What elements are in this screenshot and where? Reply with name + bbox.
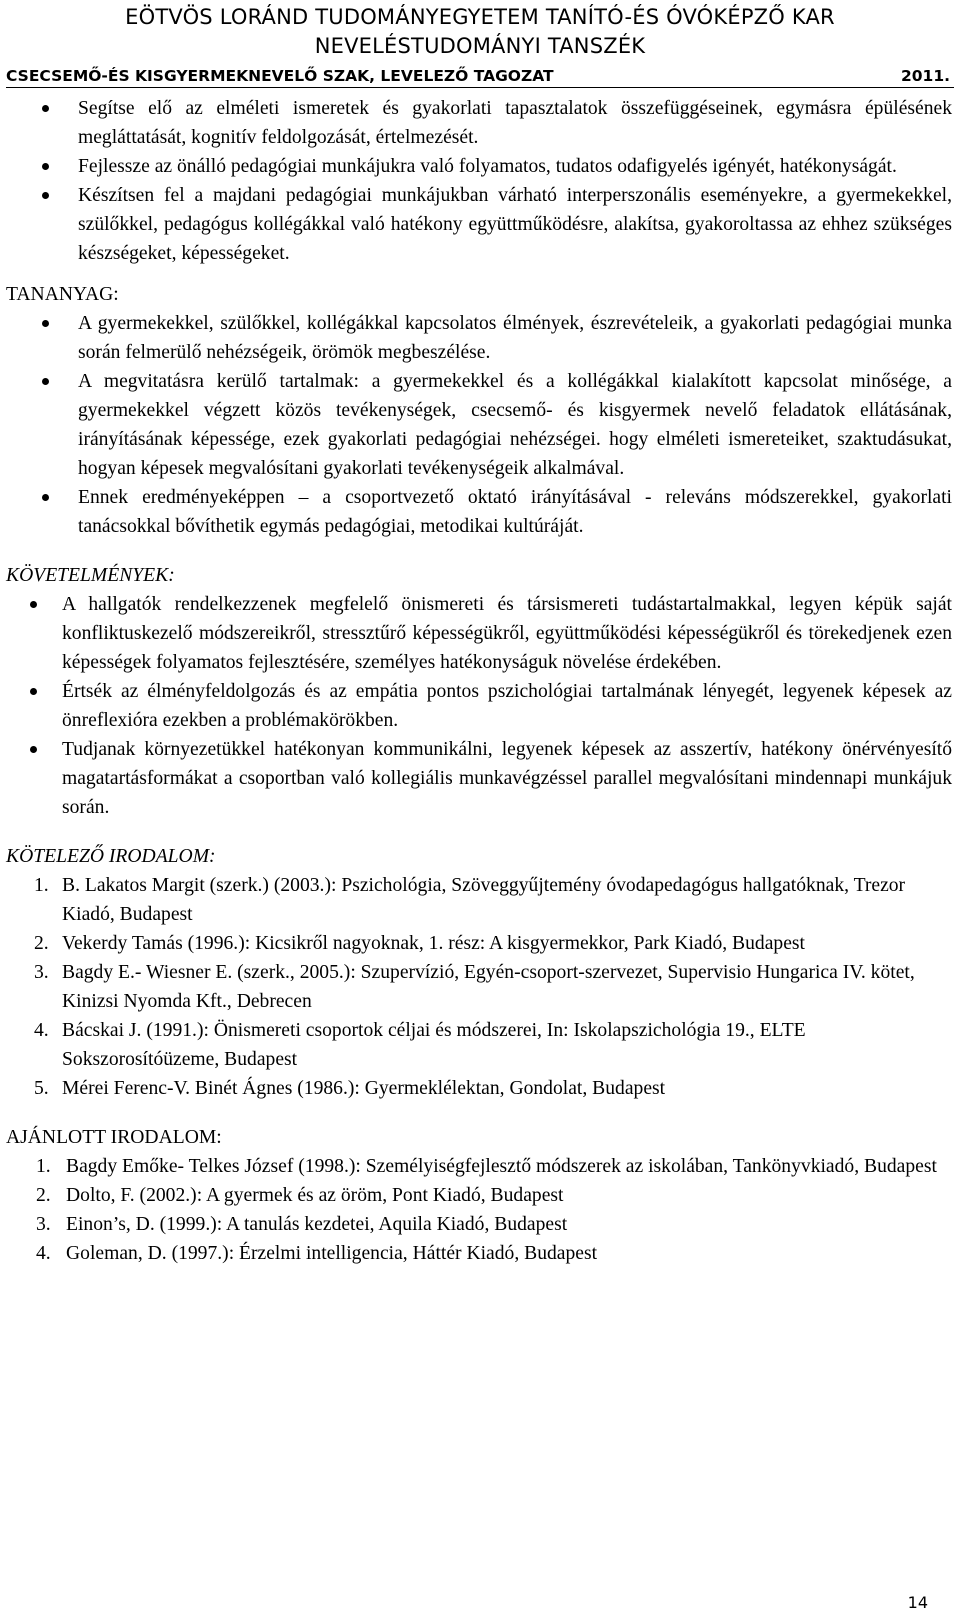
bullet-icon xyxy=(42,105,49,112)
section-title-kovetelmenyek: KÖVETELMÉNYEK: xyxy=(6,565,175,586)
section-title-kotelezo: KÖTELEZŐ IRODALOM: xyxy=(6,846,216,867)
document-body xyxy=(6,94,954,1268)
goals-list xyxy=(6,94,954,268)
header-department: NEVELÉSTUDOMÁNYI TANSZÉK xyxy=(314,34,646,58)
page-number: 14 xyxy=(907,1593,928,1612)
list-item: Fejlessze az önálló pedagógiai munkájukra való folyamatos, tudatos odafigyelés igényét, hatékonyságát. xyxy=(6,152,954,181)
header-year: 2011. xyxy=(900,67,950,85)
list-item: 4. Goleman, D. (1997.): Érzelmi intelligencia, Háttér Kiadó, Budapest xyxy=(36,1243,598,1264)
bullet-icon xyxy=(30,601,37,608)
list-item: 3. Einon’s, D. (1999.): A tanulás kezdetei, Aquila Kiadó, Budapest xyxy=(36,1214,568,1235)
list-item: Tudjanak környezetükkel hatékonyan kommunikálni, legyenek képesek az asszertív, hatékony önérvényesítő magatartásformákat a csoportban való kollegiális munkavégzéssel parallel megvalósítani mindennapi munkájuk során. xyxy=(6,735,954,822)
list-item: 1. B. Lakatos Margit (szerk.) (2003.): Pszichológia, Szöveggyűjtemény óvodapedagógus hallgatóknak, Trezor Kiadó, Budapest xyxy=(34,875,906,925)
list-item: Ennek eredményeképpen – a csoportvezető oktató irányításával - releváns módszerekkel, gyakorlati tanácsokkal bővíthetik egymás pedagógiai, metodikai kultúráját. xyxy=(6,483,954,541)
list-item: A hallgatók rendelkezzenek megfelelő önismereti és társismereti tudástartalmakkal, legyen képük saját konfliktuskezelő módszereikről, stressztűrő képességükről, együttműködési képességükről és törekedjenek ezen képességek folyamatos fejlesztésére, személyes hatékonyságuk növelése érdekében. xyxy=(6,590,954,677)
kovetelmenyek-list xyxy=(6,590,954,822)
ajanlott-section xyxy=(6,1123,954,1268)
list-item: Segítse elő az elméleti ismeretek és gyakorlati tapasztalatok összefüggéseinek, egymásra épülésének megláttatását, kognitív feldolgozását, értelmezését. xyxy=(6,94,954,152)
list-item: A megvitatásra kerülő tartalmak: a gyermekekkel és a kollégákkal kialakított kapcsolat minősége, a gyermekekkel végzett közös tevékenységek, csecsemő- és kisgyermek nevelő feladatok ellátásának, irányításának képessége, ezek gyakorlati pedagógiai nehézségei. hogy elméleti ismereteiket, szaktudásukat, hogyan képesek megvalósítani gyakorlati tevékenységeik alkalmával. xyxy=(6,367,954,483)
list-item: A gyermekekkel, szülőkkel, kollégákkal kapcsolatos élmények, észrevételeik, a gyakorlati pedagógiai munka során felmerülő nehézségeik, örömök megbeszélése. xyxy=(6,309,954,367)
bullet-icon xyxy=(42,192,49,199)
bullet-icon xyxy=(42,494,49,501)
list-item: 2. Dolto, F. (2002.): A gyermek és az öröm, Pont Kiadó, Budapest xyxy=(36,1185,564,1206)
header-program-line xyxy=(6,65,954,88)
list-item: Készítsen fel a majdani pedagógiai munkájukban várható interperszonális eseményekre, a gyermekekkel, szülőkkel, pedagógus kollégákkal való hatékony együttműködésre, alakítsa, gyakoroltassa az ehhez szükséges készségeket, képességeket. xyxy=(6,181,954,268)
list-item: Értsék az élményfeldolgozás és az empátia pontos pszichológiai tartalmának lényegét, legyenek képesek az önreflexióra ezekben a problémakörökben. xyxy=(6,677,954,735)
list-item: 3. Bagdy E.- Wiesner E. (szerk., 2005.): Szupervízió, Egyén-csoport-szervezet, Supervisio Hungarica IV. kötet, Kinizsi Nyomda Kft., Debrecen xyxy=(34,962,915,1012)
section-title-tananyag: TANANYAG: xyxy=(6,284,119,305)
list-item: 5. Mérei Ferenc-V. Binét Ágnes (1986.): Gyermeklélektan, Gondolat, Budapest xyxy=(34,1078,666,1099)
list-item: 2. Vekerdy Tamás (1996.): Kicsikről nagyoknak, 1. rész: A kisgyermekkor, Park Kiadó, Budapest xyxy=(34,933,805,954)
bullet-icon xyxy=(42,320,49,327)
list-item: 1. Bagdy Emőke- Telkes József (1998.): Személyiségfejlesztő módszerek az iskolában, Tankönyvkiadó, Budapest xyxy=(36,1156,937,1177)
header-university: EÖTVÖS LORÁND TUDOMÁNYEGYETEM TANÍTÓ-ÉS ÓVÓKÉPZŐ KAR xyxy=(125,5,835,29)
kovetelmenyek-section xyxy=(6,561,954,822)
list-item: 4. Bácskai J. (1991.): Önismereti csoportok céljai és módszerei, In: Iskolapszichológia 19., ELTE Sokszorosítóüzeme, Budapest xyxy=(34,1020,806,1070)
bullet-icon xyxy=(30,688,37,695)
tananyag-section xyxy=(6,280,954,541)
tananyag-list xyxy=(6,309,954,541)
page-header xyxy=(0,0,960,88)
bullet-icon xyxy=(42,378,49,385)
bullet-icon xyxy=(42,163,49,170)
section-title-ajanlott: AJÁNLOTT IRODALOM: xyxy=(6,1127,222,1148)
kotelezo-list xyxy=(6,871,954,1103)
bullet-icon xyxy=(30,746,37,753)
kotelezo-section xyxy=(6,842,954,1103)
ajanlott-list xyxy=(6,1152,954,1268)
header-program: CSECSEMŐ-ÉS KISGYERMEKNEVELŐ SZAK, LEVELEZŐ TAGOZAT xyxy=(6,67,554,85)
